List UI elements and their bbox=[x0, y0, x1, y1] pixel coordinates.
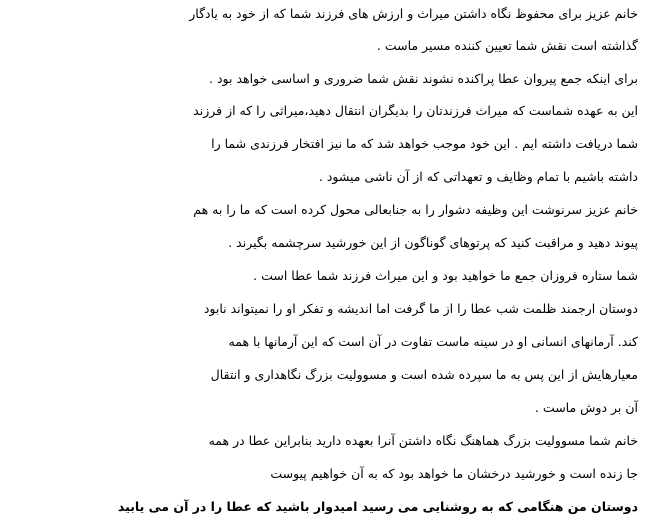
text-line-13: آن بر دوش ماست . bbox=[534, 400, 638, 415]
text-line-7: خانم عزیز سرنوشت این وظیفه دشوار را به جنابعالی محول کرده است که ما را به هم bbox=[193, 202, 638, 217]
text-line-15: جا زنده است و خورشید درخشان ما خواهد بود که به آن خواهیم پیوست bbox=[270, 466, 638, 481]
text-line-16: دوستان من هنگامی که به روشنایی می رسید امیدوار باشید که عطا را در آن می یابید bbox=[117, 499, 638, 514]
text-line-1: خانم عزیز برای محفوظ نگاه داشتن میراث و ارزش های فرزند شما که از خود به یادگار bbox=[189, 6, 638, 21]
text-line-6: داشته باشیم با تمام وظایف و تعهداتی که از آن ناشی میشود . bbox=[318, 169, 638, 184]
text-line-9: شما ستاره فروزان جمع ما خواهید بود و این میراث فرزند شما عطا است . bbox=[253, 268, 638, 283]
text-line-3: برای اینکه جمع پیروان عطا پراکنده نشوند نقش شما ضروری و اساسی خواهد بود . bbox=[209, 71, 638, 86]
text-line-8: پیوند دهید و مراقبت کنید که پرتوهای گوناگون از این خورشید سرچشمه بگیرند . bbox=[228, 235, 638, 250]
text-line-12: معیارهایش از این پس به ما سپرده شده است و مسوولیت بزرگ نگاهداری و انتقال bbox=[210, 367, 638, 382]
text-line-11: کند. آرمانهای انسانی او در سینه ماست تفاوت در آن است که این آرمانها با همه bbox=[228, 334, 638, 349]
text-line-10: دوستان ارجمند ظلمت شب عطا را از ما گرفت اما اندیشه و تفکر او را نمیتواند نابود bbox=[203, 301, 638, 316]
text-line-5: شما دریافت داشته ایم . این خود موجب خواهد شد که ما نیز افتخار فرزندی شما را bbox=[211, 136, 638, 151]
text-line-14: خانم شما مسوولیت بزرگ هماهنگ نگاه داشتن آنرا بعهده دارید بنابراین عطا در همه bbox=[208, 433, 638, 448]
text-line-4: این به عهده شماست که میراث فرزندتان را بدیگران انتقال دهید،میراثی را که از فرزند bbox=[193, 103, 638, 118]
text-line-2: گذاشته است نقش شما تعیین کننده مسیر ماست . bbox=[376, 38, 638, 53]
